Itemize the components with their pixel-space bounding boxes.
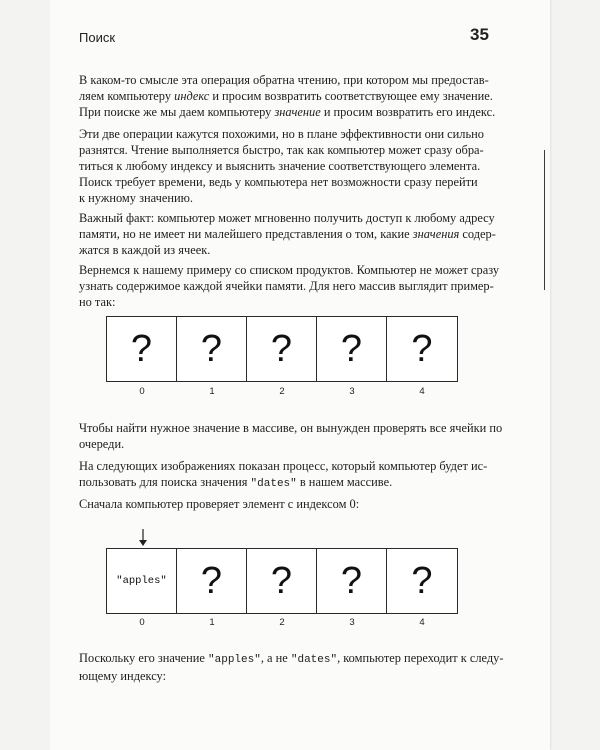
code-literal: "apples" [208,654,261,666]
paragraph-7 [79,496,491,512]
index-label: 4 [419,386,425,397]
code-literal: "dates" [250,478,297,490]
array-cell: ? [411,559,433,602]
index-label: 3 [349,617,355,628]
paragraph-8 [79,650,504,684]
array-diagram-step-1 [106,548,458,614]
index-label: 4 [419,617,425,628]
page-number: 35 [470,25,489,44]
text-line: очереди. [79,437,125,451]
text-line: Поскольку его значение "apples", а не "dates", компьютер переходит к следу- [79,651,504,666]
array-indices [107,386,457,397]
array-cell: ? [177,549,247,613]
code-literal: "dates" [290,654,338,666]
array-indices [107,617,457,628]
emphasis: значения [412,227,460,241]
text-line: ющему индексу: [79,669,167,683]
index-label: 3 [349,386,355,397]
page-edge-line [544,150,545,290]
array-cell: ? [317,549,387,613]
index-label: 1 [209,617,215,628]
text-line: но так: [79,295,116,309]
index-label: 0 [139,617,145,628]
paragraph-6 [79,458,491,492]
text-line: титься к любому индексу и выяснить значение соответствующего элемента. [79,159,481,173]
array-cell: ? [247,317,317,381]
array-cell: ? [317,317,387,381]
array-cell: ? [411,327,433,370]
text-line: памяти, но не имеет ни малейшего представления о том, какие значения содер- [79,227,496,241]
array-cell: "apples" [107,549,177,613]
running-title: Поиск [79,30,116,45]
text-line: пользовать для поиска значения "dates" в нашем массиве. [79,475,393,490]
array-cell: ? [107,317,177,381]
emphasis: значение [274,105,321,119]
array-cell: ? [247,549,317,613]
text-line: Чтобы найти нужное значение в массиве, он вынужден проверять все ячейки по [79,421,503,435]
text-line: ляем компьютеру индекс и просим возвратить соответствующее ему значение. [79,89,493,103]
index-label: 1 [209,386,215,397]
array-cell: ? [177,317,247,381]
text-line: к нужному значению. [79,191,193,205]
paragraph-2 [79,126,491,206]
text-line: разнятся. Чтение выполняется быстро, так как компьютер может сразу обра- [79,143,484,157]
text-line: Важный факт: компьютер может мгновенно получить доступ к любому адресу [79,211,495,225]
text-line: При поиске же мы даем компьютеру значение и просим возвратить его индекс. [79,105,496,119]
index-label: 0 [139,386,145,397]
array-diagram-unknown [106,316,458,382]
text-line: Вернемся к нашему примеру со списком продуктов. Компьютер не может сразу [79,263,500,277]
text-line: Эти две операции кажутся похожими, но в плане эффективности они сильно [79,127,484,141]
text-line: Поиск требует времени, ведь у компьютера нет возможности сразу перейти [79,175,478,189]
text-line: жатся в каждой из ячеек. [79,243,211,257]
text-line: Сначала компьютер проверяет элемент с индексом 0: [79,497,360,511]
paragraph-4 [79,262,500,310]
emphasis: индекс [174,89,210,103]
text-line: В каком-то смысле эта операция обратна чтению, при котором мы предостав- [79,73,489,87]
index-label: 2 [279,617,285,628]
paragraph-3 [79,210,496,258]
down-arrow-icon [137,529,149,547]
paragraph-5 [79,420,503,452]
index-label: 2 [279,386,285,397]
text-line: узнать содержимое каждой ячейки памяти. Для него массив выглядит пример- [79,279,494,293]
text-line: На следующих изображениях показан процесс, который компьютер будет ис- [79,459,488,473]
paragraph-1 [79,72,496,120]
